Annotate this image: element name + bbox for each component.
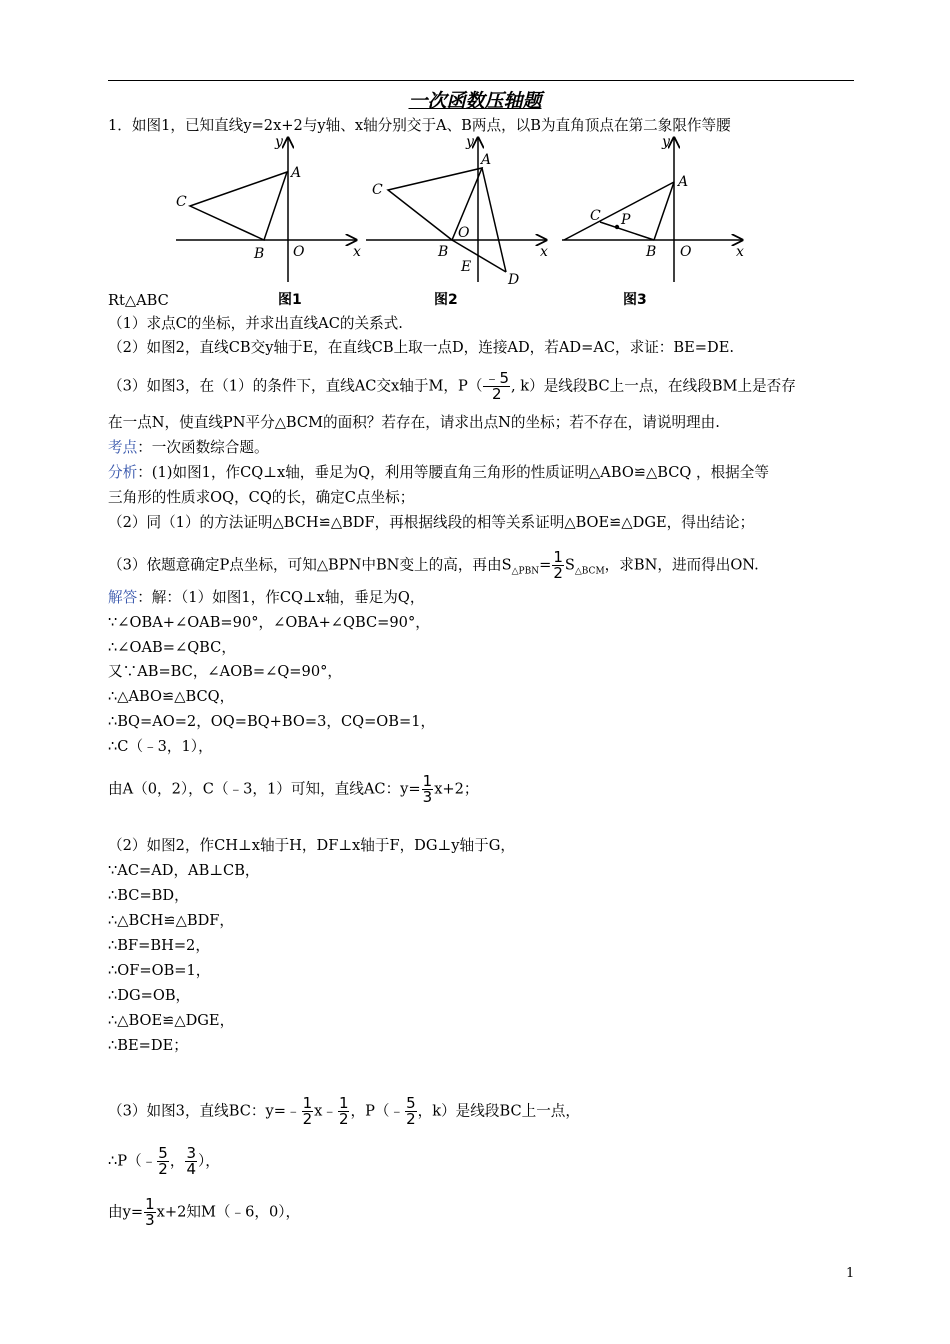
solution-2-line-4: ∴△BCH≌△BDF， (108, 912, 234, 929)
fig2-point-d: D (508, 272, 520, 288)
page-title: 一次函数压轴题 (408, 90, 542, 112)
solution-line-5: ∴BQ=AO=2，OQ=BQ+BO=3，CQ=OB=1， (108, 713, 436, 730)
figure-2 (366, 134, 548, 308)
solution-3-line-2: ∴P（﹣ $\frac{5}{2}$ ， $\frac{3}{4}$ ）， (108, 1144, 220, 1178)
question-2: （2）如图2，直线CB交y轴于E，在直线CB上取一点D，连接AD，若AD=AC，求证：BE=DE. (108, 339, 734, 356)
fig2-point-o: O (458, 225, 470, 241)
header-rule (108, 80, 854, 81)
fenxi-line-2: 三角形的性质求OQ，CQ的长，确定C点坐标； (108, 489, 415, 506)
fig1-point-o: O (293, 244, 305, 260)
question-1: （1）求点C的坐标，并求出直线AC的关系式. (108, 315, 403, 332)
solution-3-line-1: （3）如图3，直线BC：y=﹣ $\frac{1}{2}$ x﹣ $\frac{1}{2}$ ，P（﹣ $\frac{5}{2}$ ，k）是线段BC上一点， (108, 1094, 580, 1128)
question-3-cont: 在一点N，使直线PN平分△BCM的面积？若存在，请求出点N的坐标；若不存在，请说明理由. (108, 414, 720, 431)
solution-line-1: ∵∠OBA+∠OAB=90°，∠OBA+∠QBC=90°， (108, 614, 430, 631)
fig3-y-label: y (662, 134, 670, 150)
fig1-y-label: y (275, 134, 283, 150)
problem-line-2: Rt△ABC (108, 292, 169, 309)
fenxi-line: 分析：(1)如图1，作CQ⊥x轴，垂足为Q，利用等腰直角三角形的性质证明△ABO≌△BCQ ，根据全等 (108, 464, 769, 481)
fig1-point-c: C (176, 194, 187, 210)
fig3-point-p: P (621, 212, 631, 228)
question-3: （3）如图3，在（1）的条件下，直线AC交x轴于M，P（ $\frac{﹣5}{2}$ , k）是线段BC上一点，在线段BM上是否存 (108, 369, 796, 403)
fig2-point-e: E (461, 259, 472, 275)
solution-line-6: ∴C（﹣3，1）， (108, 738, 213, 755)
solution-2-line-1: （2）如图2，作CH⊥x轴于H，DF⊥x轴于F，DG⊥y轴于G， (108, 837, 515, 854)
fig1-label: 图1 (278, 292, 302, 308)
fig2-point-b: B (438, 244, 449, 260)
solution-line-7: 由A（0，2），C（﹣3，1）可知，直线AC：y= $\frac{1}{3}$ x+2； (108, 772, 479, 806)
solution-2-line-7: ∴DG=OB， (108, 987, 191, 1004)
fig1-point-a: A (291, 165, 302, 181)
fig2-line-ad (482, 168, 506, 272)
solution-line-3: 又∵AB=BC，∠AOB=∠Q=90°， (108, 663, 342, 680)
solution-2-line-6: ∴OF=OB=1， (108, 962, 211, 979)
problem-line-1: 1．如图1，已知直线y=2x+2与y轴、x轴分别交于A、B两点，以B为直角顶点在第二象限作等腰 (108, 117, 731, 134)
fig3-label: 图3 (623, 292, 647, 308)
fenxi-line-4: （3）依题意确定P点坐标，可知△BPN中BN变上的高，再由$S_{\triangle PBN}=$ $\frac{1}{2}$ $S_{\triangle BCM}$，求BN，进而得出ON. (108, 548, 759, 582)
solution-line-4: ∴△ABO≌△BCQ， (108, 688, 235, 705)
fig2-point-c: C (372, 182, 383, 198)
fenxi-line-3: （2）同（1）的方法证明△BCH≌△BDF，再根据线段的相等关系证明△BOE≌△DGE，得出结论； (108, 514, 755, 531)
kaodian-line: 考点：一次函数综合题。 (108, 439, 269, 456)
solution-line-2: ∴∠OAB=∠QBC， (108, 639, 236, 656)
figure-1 (176, 134, 361, 308)
fig2-label: 图2 (434, 292, 458, 308)
fig3-point-a: A (678, 174, 689, 190)
fig2-y-label: y (466, 134, 474, 150)
fig3-point-p-dot (615, 225, 619, 229)
solution-2-line-3: ∴BC=BD， (108, 887, 189, 904)
solution-2-line-5: ∴BF=BH=2， (108, 937, 210, 954)
solution-2-line-9: ∴BE=DE； (108, 1037, 188, 1054)
fig1-x-label: x (353, 244, 361, 260)
jieda-line: 解答：解：（1）如图1，作CQ⊥x轴，垂足为Q， (108, 589, 425, 606)
fig1-triangle (190, 172, 287, 240)
solution-2-line-2: ∵AC=AD，AB⊥CB， (108, 862, 260, 879)
figures (170, 132, 760, 312)
fig3-x-label: x (736, 244, 744, 260)
fig3-point-o: O (680, 244, 692, 260)
fig1-point-b: B (254, 246, 265, 262)
solution-3-line-3: 由y= $\frac{1}{3}$ x+2知M（﹣6，0）， (108, 1195, 301, 1229)
fig3-point-c: C (590, 208, 601, 224)
fig2-x-label: x (540, 244, 548, 260)
fig2-point-a: A (481, 152, 492, 168)
page-number: 1 (846, 1266, 855, 1281)
fraction: $\frac{﹣5}{2}$ (484, 369, 509, 403)
solution-2-line-8: ∴△BOE≌△DGE， (108, 1012, 235, 1029)
figure-3 (562, 134, 744, 308)
fig3-point-b: B (646, 244, 657, 260)
